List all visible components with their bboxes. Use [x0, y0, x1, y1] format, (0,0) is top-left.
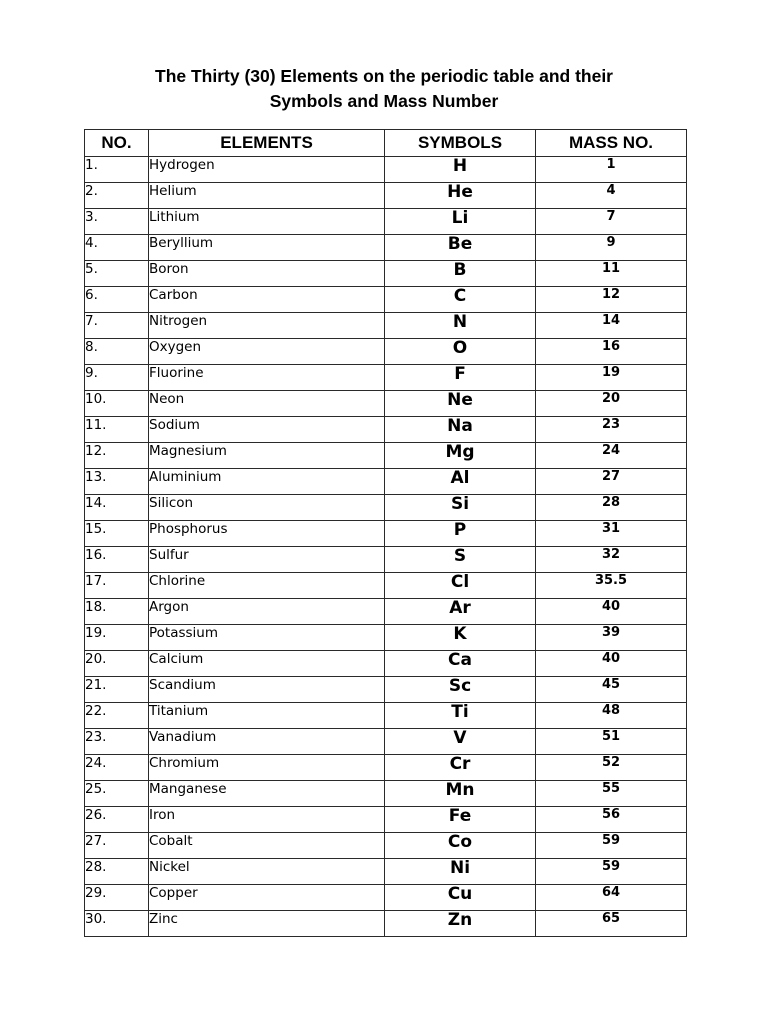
- element-name: Nitrogen: [149, 313, 385, 339]
- table-row: [85, 599, 687, 625]
- element-symbol: V: [385, 729, 536, 755]
- row-number: 2.: [85, 183, 149, 209]
- mass-number: 51: [536, 729, 687, 755]
- element-name: Helium: [149, 183, 385, 209]
- row-number: 16.: [85, 547, 149, 573]
- element-name: Boron: [149, 261, 385, 287]
- element-name: Copper: [149, 885, 385, 911]
- row-number: 17.: [85, 573, 149, 599]
- element-name: Iron: [149, 807, 385, 833]
- mass-number: 55: [536, 781, 687, 807]
- mass-number: 59: [536, 859, 687, 885]
- row-number: 6.: [85, 287, 149, 313]
- mass-number: 64: [536, 885, 687, 911]
- table-row: [85, 339, 687, 365]
- row-number: 28.: [85, 859, 149, 885]
- elements-table: [84, 129, 687, 937]
- element-symbol: Ne: [385, 391, 536, 417]
- element-symbol: Li: [385, 209, 536, 235]
- table-row: [85, 729, 687, 755]
- element-symbol: O: [385, 339, 536, 365]
- row-number: 5.: [85, 261, 149, 287]
- element-name: Argon: [149, 599, 385, 625]
- mass-number: 59: [536, 833, 687, 859]
- row-number: 9.: [85, 365, 149, 391]
- table-row: [85, 807, 687, 833]
- mass-number: 31: [536, 521, 687, 547]
- table-row: [85, 755, 687, 781]
- mass-number: 4: [536, 183, 687, 209]
- table-row: [85, 495, 687, 521]
- element-name: Oxygen: [149, 339, 385, 365]
- table-row: [85, 885, 687, 911]
- title-line-2: Symbols and Mass Number: [269, 91, 499, 111]
- mass-number: 40: [536, 651, 687, 677]
- element-name: Scandium: [149, 677, 385, 703]
- element-name: Hydrogen: [149, 157, 385, 183]
- mass-number: 16: [536, 339, 687, 365]
- document-title: [0, 64, 768, 114]
- row-number: 7.: [85, 313, 149, 339]
- element-name: Beryllium: [149, 235, 385, 261]
- table-row: [85, 183, 687, 209]
- mass-number: 20: [536, 391, 687, 417]
- element-symbol: Be: [385, 235, 536, 261]
- mass-number: 11: [536, 261, 687, 287]
- row-number: 30.: [85, 911, 149, 937]
- element-name: Phosphorus: [149, 521, 385, 547]
- element-name: Vanadium: [149, 729, 385, 755]
- element-symbol: N: [385, 313, 536, 339]
- element-symbol: B: [385, 261, 536, 287]
- element-name: Chromium: [149, 755, 385, 781]
- element-name: Lithium: [149, 209, 385, 235]
- header-elements: ELEMENTS: [149, 130, 385, 157]
- element-symbol: Mg: [385, 443, 536, 469]
- table-row: [85, 443, 687, 469]
- row-number: 19.: [85, 625, 149, 651]
- header-mass-no: MASS NO.: [536, 130, 687, 157]
- row-number: 21.: [85, 677, 149, 703]
- row-number: 13.: [85, 469, 149, 495]
- element-name: Calcium: [149, 651, 385, 677]
- table-row: [85, 911, 687, 937]
- mass-number: 45: [536, 677, 687, 703]
- mass-number: 39: [536, 625, 687, 651]
- element-symbol: Cl: [385, 573, 536, 599]
- element-symbol: Al: [385, 469, 536, 495]
- mass-number: 9: [536, 235, 687, 261]
- table-row: [85, 261, 687, 287]
- element-symbol: S: [385, 547, 536, 573]
- mass-number: 56: [536, 807, 687, 833]
- table-row: [85, 859, 687, 885]
- element-name: Nickel: [149, 859, 385, 885]
- mass-number: 28: [536, 495, 687, 521]
- row-number: 8.: [85, 339, 149, 365]
- table-row: [85, 573, 687, 599]
- element-symbol: C: [385, 287, 536, 313]
- element-symbol: Sc: [385, 677, 536, 703]
- mass-number: 52: [536, 755, 687, 781]
- row-number: 22.: [85, 703, 149, 729]
- mass-number: 19: [536, 365, 687, 391]
- mass-number: 32: [536, 547, 687, 573]
- mass-number: 12: [536, 287, 687, 313]
- table-row: [85, 521, 687, 547]
- mass-number: 48: [536, 703, 687, 729]
- element-name: Chlorine: [149, 573, 385, 599]
- element-name: Cobalt: [149, 833, 385, 859]
- element-symbol: Si: [385, 495, 536, 521]
- element-name: Sodium: [149, 417, 385, 443]
- table-row: [85, 651, 687, 677]
- table-row: [85, 781, 687, 807]
- element-symbol: Fe: [385, 807, 536, 833]
- row-number: 26.: [85, 807, 149, 833]
- element-name: Silicon: [149, 495, 385, 521]
- row-number: 18.: [85, 599, 149, 625]
- mass-number: 35.5: [536, 573, 687, 599]
- row-number: 12.: [85, 443, 149, 469]
- element-name: Manganese: [149, 781, 385, 807]
- element-symbol: Cr: [385, 755, 536, 781]
- mass-number: 1: [536, 157, 687, 183]
- element-symbol: Ti: [385, 703, 536, 729]
- element-symbol: Ni: [385, 859, 536, 885]
- table-row: [85, 157, 687, 183]
- element-name: Neon: [149, 391, 385, 417]
- row-number: 23.: [85, 729, 149, 755]
- element-symbol: He: [385, 183, 536, 209]
- row-number: 20.: [85, 651, 149, 677]
- element-name: Magnesium: [149, 443, 385, 469]
- table-row: [85, 469, 687, 495]
- table-row: [85, 547, 687, 573]
- row-number: 3.: [85, 209, 149, 235]
- mass-number: 24: [536, 443, 687, 469]
- table-body: [85, 157, 687, 937]
- table-row: [85, 833, 687, 859]
- row-number: 24.: [85, 755, 149, 781]
- table-row: [85, 365, 687, 391]
- element-symbol: Mn: [385, 781, 536, 807]
- table-row: [85, 391, 687, 417]
- header-no: NO.: [85, 130, 149, 157]
- row-number: 27.: [85, 833, 149, 859]
- row-number: 10.: [85, 391, 149, 417]
- title-line-1: The Thirty (30) Elements on the periodic table and their: [155, 66, 613, 86]
- element-symbol: K: [385, 625, 536, 651]
- mass-number: 14: [536, 313, 687, 339]
- element-symbol: Ar: [385, 599, 536, 625]
- row-number: 29.: [85, 885, 149, 911]
- element-symbol: Zn: [385, 911, 536, 937]
- row-number: 25.: [85, 781, 149, 807]
- element-name: Carbon: [149, 287, 385, 313]
- element-name: Fluorine: [149, 365, 385, 391]
- table-row: [85, 703, 687, 729]
- table-row: [85, 287, 687, 313]
- element-symbol: Cu: [385, 885, 536, 911]
- element-symbol: Ca: [385, 651, 536, 677]
- element-name: Potassium: [149, 625, 385, 651]
- mass-number: 23: [536, 417, 687, 443]
- element-name: Aluminium: [149, 469, 385, 495]
- table-row: [85, 625, 687, 651]
- mass-number: 40: [536, 599, 687, 625]
- table-row: [85, 235, 687, 261]
- row-number: 14.: [85, 495, 149, 521]
- row-number: 11.: [85, 417, 149, 443]
- row-number: 4.: [85, 235, 149, 261]
- table-row: [85, 313, 687, 339]
- table-row: [85, 417, 687, 443]
- mass-number: 27: [536, 469, 687, 495]
- element-symbol: Na: [385, 417, 536, 443]
- element-symbol: Co: [385, 833, 536, 859]
- table-header-row: [85, 130, 687, 157]
- mass-number: 65: [536, 911, 687, 937]
- table-row: [85, 209, 687, 235]
- element-symbol: F: [385, 365, 536, 391]
- table-row: [85, 677, 687, 703]
- mass-number: 7: [536, 209, 687, 235]
- element-name: Zinc: [149, 911, 385, 937]
- element-name: Titanium: [149, 703, 385, 729]
- row-number: 1.: [85, 157, 149, 183]
- element-name: Sulfur: [149, 547, 385, 573]
- element-symbol: P: [385, 521, 536, 547]
- element-symbol: H: [385, 157, 536, 183]
- row-number: 15.: [85, 521, 149, 547]
- header-symbols: SYMBOLS: [385, 130, 536, 157]
